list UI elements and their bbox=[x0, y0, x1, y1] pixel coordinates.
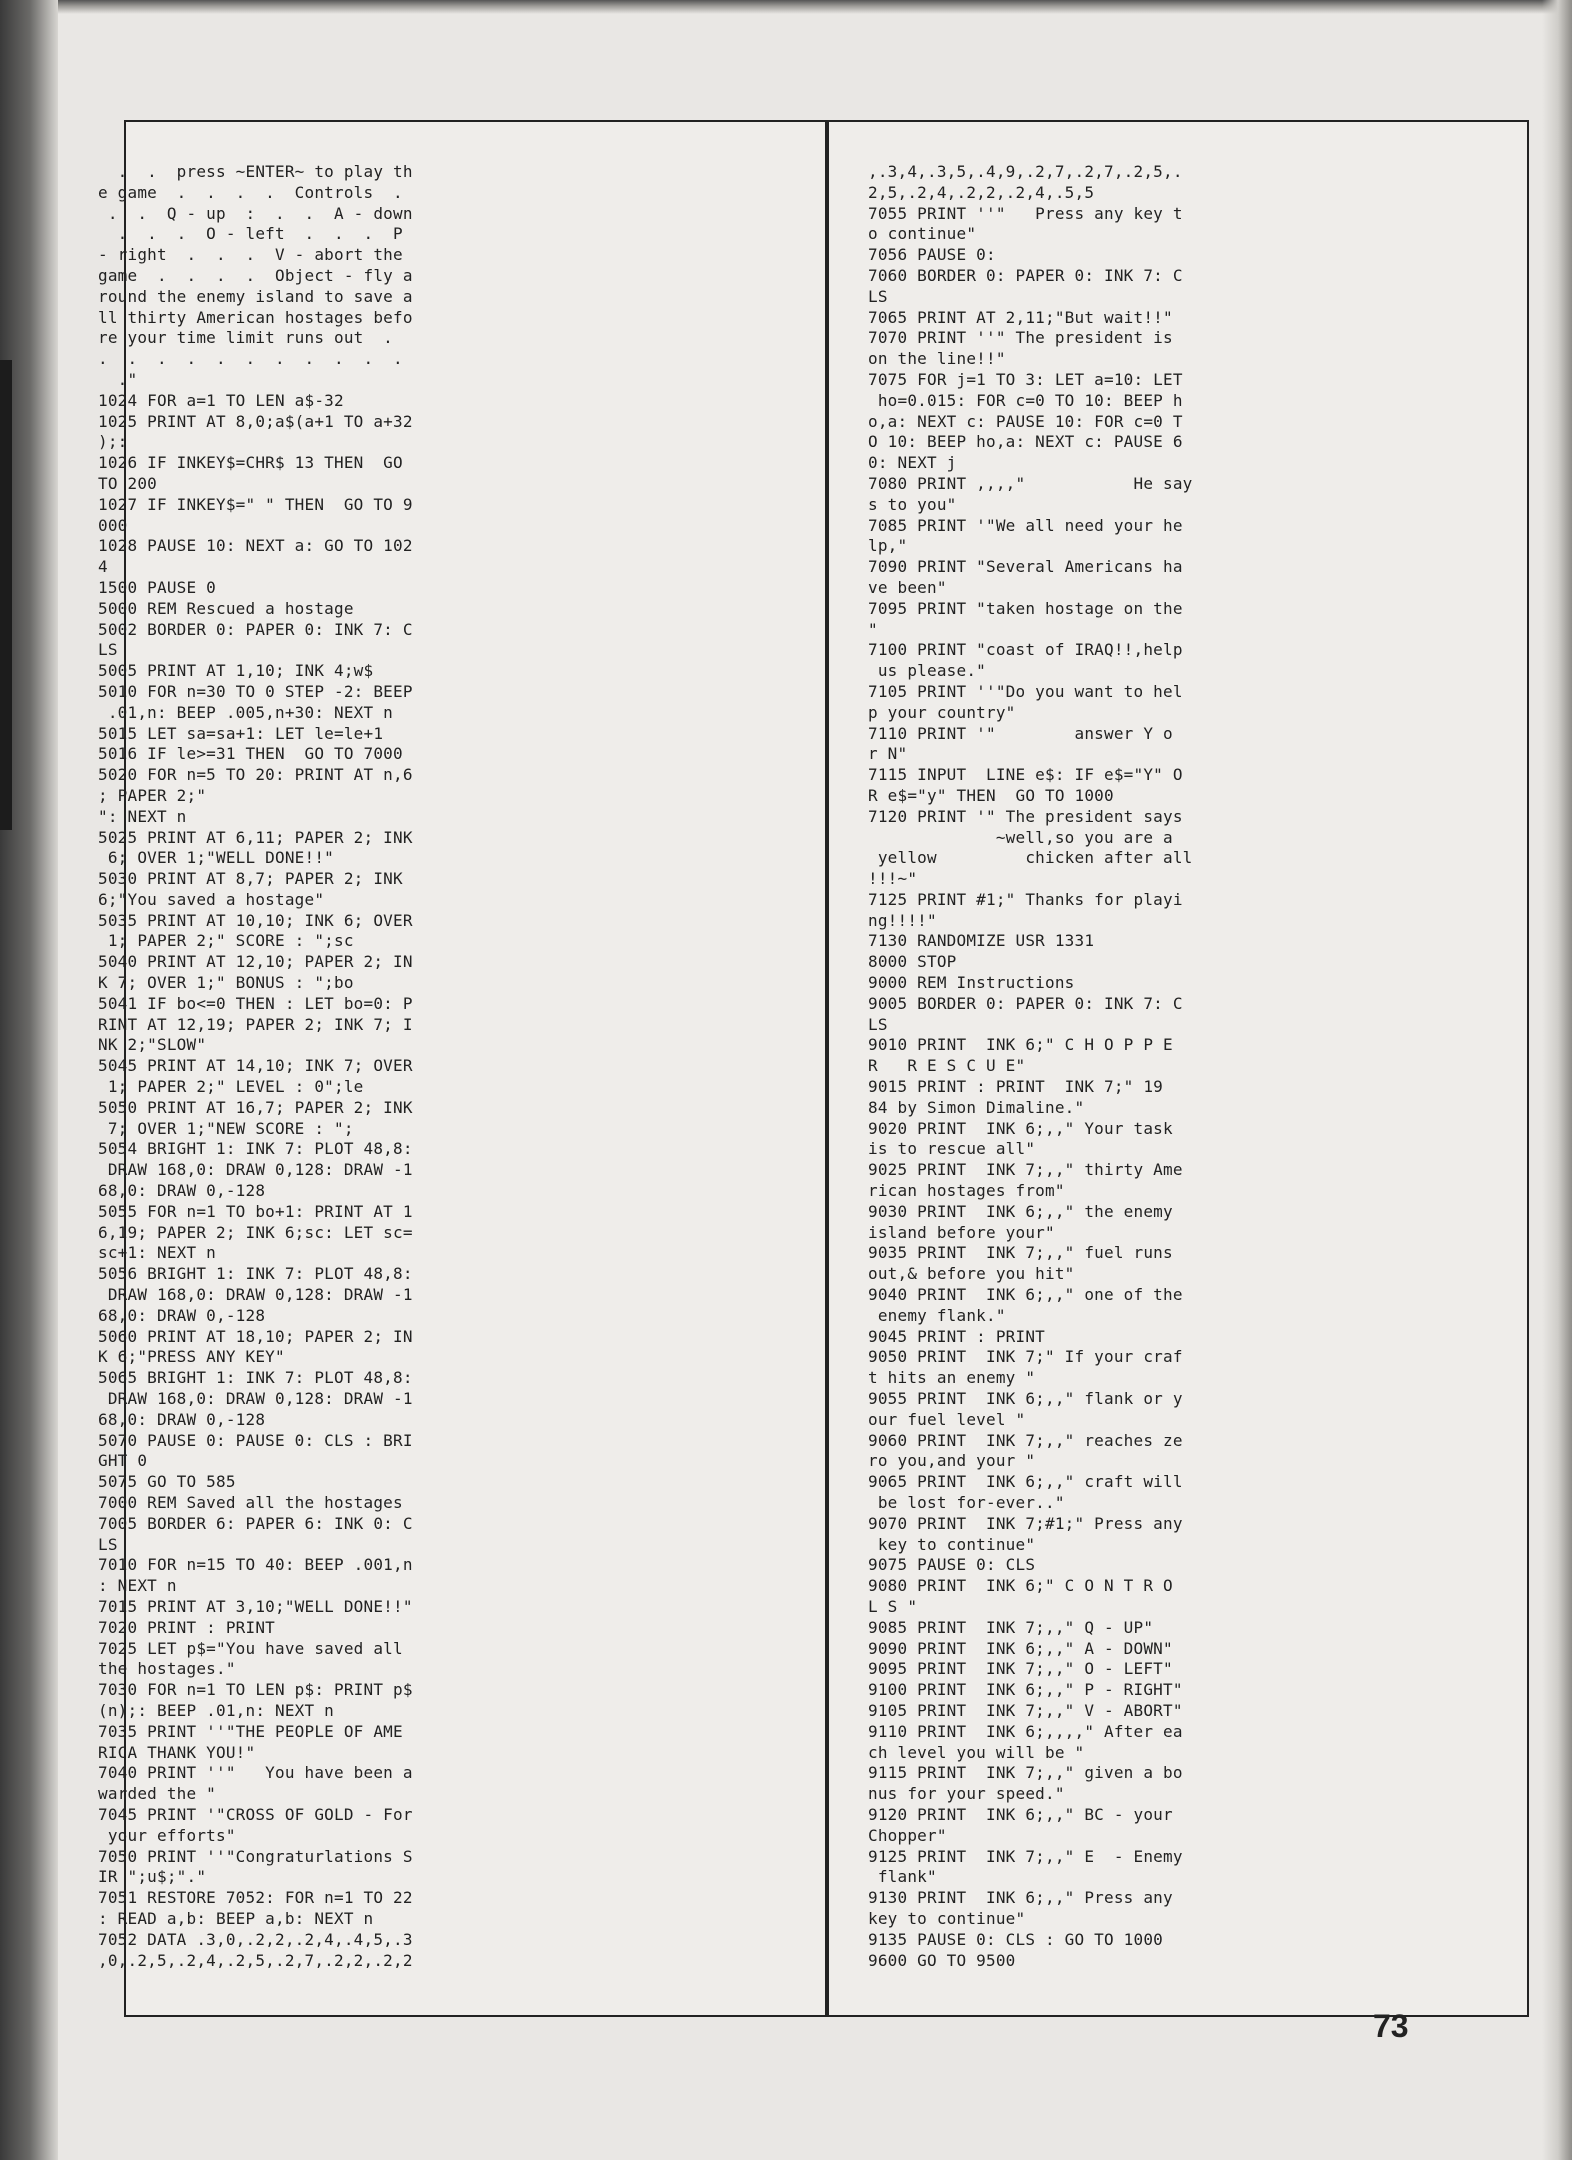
code-line-right: 9125 PRINT INK 7;,," E - Enemy bbox=[868, 1846, 1183, 1866]
code-line-left: sc+1: NEXT n bbox=[98, 1243, 216, 1263]
code-line-left: 7052 DATA .3,0,.2,2,.2,4,.4,5,.3 bbox=[98, 1929, 413, 1949]
code-line-right: 7130 RANDOMIZE USR 1331 bbox=[868, 931, 1095, 951]
code-line-right: 7075 FOR j=1 TO 3: LET a=10: LET bbox=[868, 369, 1183, 389]
code-line-right: 9055 PRINT INK 6;,," flank or y bbox=[868, 1389, 1183, 1409]
code-line-right: LS bbox=[868, 286, 888, 306]
code-line-right: !!!~" bbox=[868, 869, 918, 889]
code-line-left: 7; OVER 1;"NEW SCORE : "; bbox=[98, 1118, 354, 1138]
code-line-left: 1024 FOR a=1 TO LEN a$-32 bbox=[98, 390, 344, 410]
code-line-left: . . . O - left . . . P bbox=[98, 224, 403, 244]
code-line-right: 7065 PRINT AT 2,11;"But wait!!" bbox=[868, 307, 1173, 327]
code-line-left: . . . . . . . . . . . bbox=[98, 349, 403, 369]
code-line-right: 9090 PRINT INK 6;,," A - DOWN" bbox=[868, 1638, 1173, 1658]
code-line-left: the hostages." bbox=[98, 1659, 236, 1679]
code-line-right: ng!!!!" bbox=[868, 910, 937, 930]
code-line-left: 5015 LET sa=sa+1: LET le=le+1 bbox=[98, 723, 384, 743]
code-line-right: be lost for-ever.." bbox=[868, 1493, 1065, 1512]
code-line-right: us please." bbox=[868, 661, 986, 681]
code-line-left: 7025 LET p$="You have saved all bbox=[98, 1638, 403, 1658]
code-line-right: t hits an enemy " bbox=[868, 1368, 1036, 1388]
code-line-left: 5002 BORDER 0: PAPER 0: INK 7: C bbox=[98, 619, 413, 639]
code-line-left: DRAW 168,0: DRAW 0,128: DRAW -1 bbox=[98, 1285, 413, 1305]
code-line-right: 9015 PRINT : PRINT INK 7;" 19 bbox=[868, 1077, 1163, 1097]
code-line-right: 9010 PRINT INK 6;" C H O P P E bbox=[868, 1035, 1173, 1055]
code-line-right: 8000 STOP bbox=[868, 952, 957, 972]
code-line-right: flank" bbox=[868, 1867, 937, 1887]
code-line-left: 68,0: DRAW 0,-128 bbox=[98, 1181, 266, 1201]
code-line-left: 5025 PRINT AT 6,11; PAPER 2; INK bbox=[98, 827, 413, 847]
code-line-left: 5041 IF bo<=0 THEN : LET bo=0: P bbox=[98, 993, 413, 1013]
code-line-left: 7051 RESTORE 7052: FOR n=1 TO 22 bbox=[98, 1888, 413, 1908]
code-line-left: ll thirty American hostages befo bbox=[98, 307, 413, 327]
page-gutter-shadow bbox=[0, 0, 58, 2160]
code-line-right: 0: NEXT j bbox=[868, 453, 957, 473]
code-line-left: 5020 FOR n=5 TO 20: PRINT AT n,6 bbox=[98, 765, 413, 785]
code-line-right: 9095 PRINT INK 7;,," O - LEFT" bbox=[868, 1659, 1173, 1679]
code-line-right: 9100 PRINT INK 6;,," P - RIGHT" bbox=[868, 1680, 1183, 1700]
code-line-right: Chopper" bbox=[868, 1825, 947, 1845]
code-line-left: 7040 PRINT ''" You have been a bbox=[98, 1763, 413, 1783]
code-line-left: 7045 PRINT '"CROSS OF GOLD - For bbox=[98, 1804, 413, 1824]
code-line-left: e game . . . . Controls . bbox=[98, 182, 403, 202]
code-line-left: 6,19; PAPER 2; INK 6;sc: LET sc= bbox=[98, 1222, 413, 1242]
code-line-left: 1500 PAUSE 0 bbox=[98, 577, 216, 597]
code-line-left: round the enemy island to save a bbox=[98, 286, 413, 306]
code-line-right: 9000 REM Instructions bbox=[868, 973, 1075, 993]
code-line-left: LS bbox=[98, 640, 118, 660]
code-line-left: warded the " bbox=[98, 1784, 216, 1804]
code-line-right: ve been" bbox=[868, 577, 947, 597]
code-line-right: 7080 PRINT ,,,," He say bbox=[868, 473, 1193, 493]
code-line-right: L S " bbox=[868, 1596, 918, 1616]
code-line-right: 9050 PRINT INK 7;" If your craf bbox=[868, 1347, 1183, 1367]
code-line-left: ; PAPER 2;" bbox=[98, 785, 207, 805]
code-line-right: yellow chicken after all bbox=[868, 848, 1193, 868]
page-edge-top bbox=[0, 0, 1572, 14]
code-line-left: LS bbox=[98, 1534, 118, 1554]
code-line-left: 5005 PRINT AT 1,10; INK 4;w$ bbox=[98, 661, 374, 681]
code-line-left: 6;"You saved a hostage" bbox=[98, 889, 325, 909]
code-line-left: 5050 PRINT AT 16,7; PAPER 2; INK bbox=[98, 1097, 413, 1117]
code-line-right: 7125 PRINT #1;" Thanks for playi bbox=[868, 889, 1183, 909]
code-line-left: 1026 IF INKEY$=CHR$ 13 THEN GO bbox=[98, 453, 403, 473]
code-line-right: enemy flank." bbox=[868, 1305, 1006, 1325]
code-line-left: 7050 PRINT ''"Congraturlations S bbox=[98, 1846, 413, 1866]
code-line-right: ,.3,4,.3,5,.4,9,.2,7,.2,7,.2,5,. bbox=[868, 162, 1183, 181]
code-line-right: 9070 PRINT INK 7;#1;" Press any bbox=[868, 1513, 1183, 1533]
code-line-left: 5030 PRINT AT 8,7; PAPER 2; INK bbox=[98, 869, 403, 889]
code-line-left: 68,0: DRAW 0,-128 bbox=[98, 1305, 266, 1325]
code-line-right: ch level you will be " bbox=[868, 1742, 1085, 1762]
code-line-left: ": NEXT n bbox=[98, 806, 187, 826]
code-line-right: 9035 PRINT INK 7;,," fuel runs bbox=[868, 1243, 1173, 1263]
code-line-left: 5016 IF le>=31 THEN GO TO 7000 bbox=[98, 744, 403, 764]
code-line-right: 7100 PRINT "coast of IRAQ!!,help bbox=[868, 640, 1183, 660]
code-line-right: 9045 PRINT : PRINT bbox=[868, 1326, 1045, 1346]
code-line-left: 5000 REM Rescued a hostage bbox=[98, 598, 354, 618]
code-line-left: 1028 PAUSE 10: NEXT a: GO TO 102 bbox=[98, 536, 413, 556]
code-line-right: 9105 PRINT INK 7;,," V - ABORT" bbox=[868, 1700, 1183, 1720]
code-line-left: 5075 GO TO 585 bbox=[98, 1472, 236, 1492]
code-line-right: 7056 PAUSE 0: bbox=[868, 245, 996, 265]
code-line-left: 7015 PRINT AT 3,10;"WELL DONE!!" bbox=[98, 1596, 413, 1616]
code-line-left: 5035 PRINT AT 10,10; INK 6; OVER bbox=[98, 910, 413, 930]
code-line-right: LS bbox=[868, 1014, 888, 1034]
code-line-right: 9110 PRINT INK 6;,,,," After ea bbox=[868, 1721, 1183, 1741]
code-line-right: 9085 PRINT INK 7;,," Q - UP" bbox=[868, 1617, 1154, 1637]
page-edge-right bbox=[1542, 0, 1572, 2160]
code-line-right: 9080 PRINT INK 6;" C O N T R O bbox=[868, 1576, 1173, 1596]
code-line-right: our fuel level " bbox=[868, 1409, 1026, 1429]
code-line-right: 9075 PAUSE 0: CLS bbox=[868, 1555, 1036, 1575]
code-line-left: NK 2;"SLOW" bbox=[98, 1035, 207, 1055]
code-line-right: 7110 PRINT '" answer Y o bbox=[868, 723, 1173, 743]
code-line-right: ho=0.015: FOR c=0 TO 10: BEEP h bbox=[868, 390, 1183, 410]
code-line-right: 9020 PRINT INK 6;,," Your task bbox=[868, 1118, 1173, 1138]
code-line-left: 1; PAPER 2;" SCORE : ";sc bbox=[98, 931, 354, 951]
code-line-right: o,a: NEXT c: PAUSE 10: FOR c=0 T bbox=[868, 411, 1183, 431]
code-line-right: 9030 PRINT INK 6;,," the enemy bbox=[868, 1201, 1173, 1221]
code-line-left: 1025 PRINT AT 8,0;a$(a+1 TO a+32 bbox=[98, 411, 413, 431]
code-line-right: on the line!!" bbox=[868, 349, 1006, 369]
code-line-left: game . . . . Object - fly a bbox=[98, 265, 413, 285]
code-line-right: s to you" bbox=[868, 494, 957, 514]
code-line-left: 000 bbox=[98, 515, 128, 535]
code-line-left: 5040 PRINT AT 12,10; PAPER 2; IN bbox=[98, 952, 413, 972]
code-line-left: RINT AT 12,19; PAPER 2; INK 7; I bbox=[98, 1014, 413, 1034]
code-line-right: key to continue" bbox=[868, 1908, 1026, 1928]
code-line-right: nus for your speed." bbox=[868, 1784, 1065, 1804]
code-line-left: 7000 REM Saved all the hostages bbox=[98, 1493, 403, 1512]
code-line-left: 5065 BRIGHT 1: INK 7: PLOT 48,8: bbox=[98, 1368, 413, 1388]
code-line-right: 9130 PRINT INK 6;,," Press any bbox=[868, 1888, 1173, 1908]
code-line-right: o continue" bbox=[868, 224, 977, 244]
code-line-right: ro you,and your " bbox=[868, 1451, 1036, 1471]
page-tab-marker bbox=[0, 360, 12, 830]
code-line-right: 7095 PRINT "taken hostage on the bbox=[868, 598, 1183, 618]
code-line-left: - right . . . V - abort the bbox=[98, 245, 403, 265]
code-line-right: r N" bbox=[868, 744, 908, 764]
code-line-left: TO 200 bbox=[98, 473, 157, 493]
code-line-right: O 10: BEEP ho,a: NEXT c: PAUSE 6 bbox=[868, 432, 1183, 452]
code-line-left: 5010 FOR n=30 TO 0 STEP -2: BEEP bbox=[98, 681, 413, 701]
code-line-right: is to rescue all" bbox=[868, 1139, 1036, 1159]
code-line-right: 7090 PRINT "Several Americans ha bbox=[868, 557, 1183, 577]
code-line-left: K 6;"PRESS ANY KEY" bbox=[98, 1347, 285, 1367]
code-line-left: 5055 FOR n=1 TO bo+1: PRINT AT 1 bbox=[98, 1201, 413, 1221]
code-line-right: 7120 PRINT '" The president says bbox=[868, 806, 1183, 826]
code-line-left: 5070 PAUSE 0: PAUSE 0: CLS : BRI bbox=[98, 1430, 413, 1450]
code-line-right: key to continue" bbox=[868, 1534, 1036, 1554]
code-line-right: 9025 PRINT INK 7;,," thirty Ame bbox=[868, 1160, 1183, 1180]
code-line-left: your efforts" bbox=[98, 1825, 236, 1845]
code-line-left: ,0,.2,5,.2,4,.2,5,.2,7,.2,2,.2,2 bbox=[98, 1950, 413, 1970]
code-line-right: 2,5,.2,4,.2,2,.2,4,.5,5 bbox=[868, 182, 1095, 202]
code-line-right: 9135 PAUSE 0: CLS : GO TO 1000 bbox=[868, 1929, 1163, 1949]
code-line-left: DRAW 168,0: DRAW 0,128: DRAW -1 bbox=[98, 1389, 413, 1409]
code-line-left: 7035 PRINT ''"THE PEOPLE OF AME bbox=[98, 1721, 403, 1741]
code-line-right: 9120 PRINT INK 6;,," BC - your bbox=[868, 1804, 1173, 1824]
code-line-left: 5045 PRINT AT 14,10; INK 7; OVER bbox=[98, 1056, 413, 1076]
code-line-left: . . press ~ENTER~ to play th bbox=[98, 162, 413, 181]
code-line-right: 7105 PRINT ''"Do you want to hel bbox=[868, 681, 1183, 701]
code-line-right: out,& before you hit" bbox=[868, 1264, 1075, 1284]
code-line-left: RICA THANK YOU!" bbox=[98, 1742, 256, 1762]
code-line-left: IR ";u$;"." bbox=[98, 1867, 207, 1887]
code-line-left: 7010 FOR n=15 TO 40: BEEP .001,n bbox=[98, 1555, 413, 1575]
code-line-left: : NEXT n bbox=[98, 1576, 177, 1596]
code-line-right: 9040 PRINT INK 6;,," one of the bbox=[868, 1285, 1183, 1305]
basic-program-listing bbox=[98, 162, 1498, 1971]
code-line-left: 5060 PRINT AT 18,10; PAPER 2; IN bbox=[98, 1326, 413, 1346]
code-line-left: 4 bbox=[98, 557, 108, 577]
page-number: 73 bbox=[1373, 2008, 1409, 2044]
code-line-right: 9060 PRINT INK 7;,," reaches ze bbox=[868, 1430, 1183, 1450]
code-line-left: DRAW 168,0: DRAW 0,128: DRAW -1 bbox=[98, 1160, 413, 1180]
code-line-left: 1; PAPER 2;" LEVEL : 0";le bbox=[98, 1077, 364, 1097]
code-line-right: 7085 PRINT '"We all need your he bbox=[868, 515, 1183, 535]
code-line-right: 7115 INPUT LINE e$: IF e$="Y" O bbox=[868, 765, 1183, 785]
code-line-right: 9005 BORDER 0: PAPER 0: INK 7: C bbox=[868, 993, 1183, 1013]
code-line-left: );: bbox=[98, 432, 128, 452]
code-line-left: K 7; OVER 1;" BONUS : ";bo bbox=[98, 973, 354, 993]
code-line-right: island before your" bbox=[868, 1222, 1055, 1242]
code-line-left: 68,0: DRAW 0,-128 bbox=[98, 1409, 266, 1429]
code-line-right: p your country" bbox=[868, 702, 1016, 722]
code-line-left: 1027 IF INKEY$=" " THEN GO TO 9 bbox=[98, 494, 413, 514]
code-line-left: ." bbox=[98, 369, 138, 389]
code-line-left: (n);: BEEP .01,n: NEXT n bbox=[98, 1700, 334, 1720]
code-line-left: : READ a,b: BEEP a,b: NEXT n bbox=[98, 1908, 374, 1928]
code-line-left: 7020 PRINT : PRINT bbox=[98, 1617, 275, 1637]
code-line-right: 7070 PRINT ''" The president is bbox=[868, 328, 1173, 348]
code-line-right: rican hostages from" bbox=[868, 1181, 1065, 1201]
code-line-right: lp," bbox=[868, 536, 908, 556]
code-line-right: 9065 PRINT INK 6;,," craft will bbox=[868, 1472, 1183, 1492]
code-line-left: 5056 BRIGHT 1: INK 7: PLOT 48,8: bbox=[98, 1264, 413, 1284]
code-line-left: re your time limit runs out . bbox=[98, 328, 393, 348]
code-line-right: 84 by Simon Dimaline." bbox=[868, 1097, 1085, 1117]
code-line-right: " bbox=[868, 619, 878, 639]
code-line-left: 7005 BORDER 6: PAPER 6: INK 0: C bbox=[98, 1513, 413, 1533]
code-line-left: 5054 BRIGHT 1: INK 7: PLOT 48,8: bbox=[98, 1139, 413, 1159]
code-line-left: GHT 0 bbox=[98, 1451, 148, 1471]
code-line-right: 7055 PRINT ''" Press any key t bbox=[868, 203, 1183, 223]
code-line-right: R e$="y" THEN GO TO 1000 bbox=[868, 785, 1114, 805]
code-line-left: . . Q - up : . . A - down bbox=[98, 203, 413, 223]
code-line-left: 6; OVER 1;"WELL DONE!!" bbox=[98, 848, 334, 868]
code-line-left: .01,n: BEEP .005,n+30: NEXT n bbox=[98, 702, 393, 722]
code-line-right: R R E S C U E" bbox=[868, 1056, 1026, 1076]
code-line-right: 9600 GO TO 9500 bbox=[868, 1950, 1016, 1970]
code-line-right: 9115 PRINT INK 7;,," given a bo bbox=[868, 1763, 1183, 1783]
code-line-left: 7030 FOR n=1 TO LEN p$: PRINT p$ bbox=[98, 1680, 413, 1700]
code-line-right: 7060 BORDER 0: PAPER 0: INK 7: C bbox=[868, 265, 1183, 285]
code-line-right: ~well,so you are a bbox=[868, 827, 1173, 847]
